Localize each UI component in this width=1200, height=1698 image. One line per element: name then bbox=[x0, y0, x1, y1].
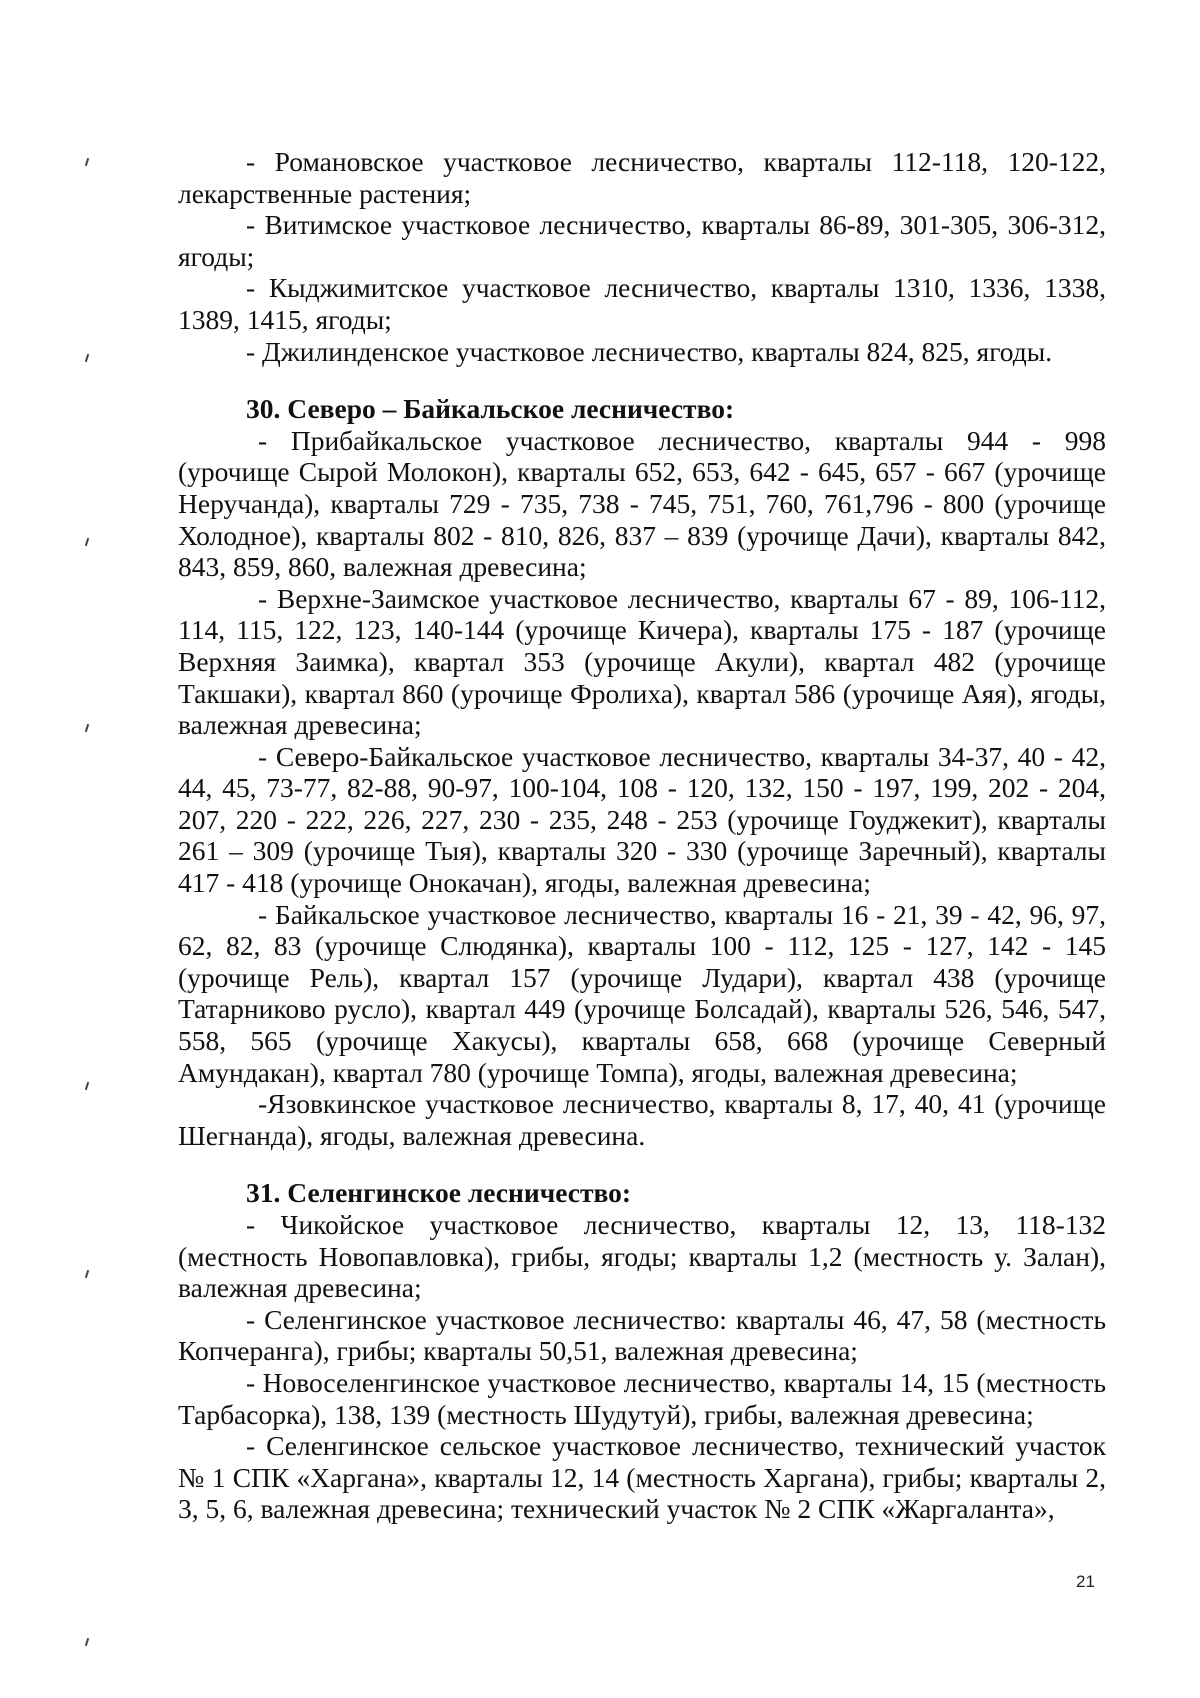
scan-mark bbox=[85, 158, 89, 166]
entry-romanovskoe: - Романовское участковое лесничество, кварталы 112-118, 120-122, лекарственные растения; bbox=[178, 146, 1106, 209]
scan-mark bbox=[85, 354, 89, 362]
spacer bbox=[178, 1151, 1106, 1177]
entry-dzhilindenskoe: - Джилинденское участковое лесничество, кварталы 824, 825, ягоды. bbox=[246, 335, 1053, 367]
entry-vitimskoe: - Витимское участковое лесничество, кварталы 86-89, 301-305, 306-312, ягоды; bbox=[178, 209, 1106, 272]
section-30-heading: 30. Северо – Байкальское лесничество: bbox=[246, 393, 735, 425]
entry-novoselenginskoe: - Новоселенгинское участковое лесничество, кварталы 14, 15 (местность Тарбасорка), 138, 139 (местность Шудутуй), грибы, валежная древесина; bbox=[178, 1366, 1106, 1430]
scan-mark bbox=[85, 538, 89, 546]
scan-mark bbox=[85, 1082, 89, 1090]
scan-mark bbox=[85, 1270, 89, 1278]
entry-severo-baikalskoe: - Северо-Байкальское участковое лесничество, кварталы 34-37, 40 - 42, 44, 45, 73-77, 82-88, 90-97, 100-104, 108 - 120, 132, 150 - 197, 199, 202 - 204, 207, 220 - 222, 226, 227, 230 - 235, 248 - 253 (урочище Гоуджекит), кварталы 261 – 309 (урочище Тыя), кварталы 320 - 330 (урочище Заречный), кварталы 417 - 418 (урочище Онокачан), ягоды, валежная древесина; bbox=[178, 740, 1106, 899]
page-number: 21 bbox=[1076, 1572, 1095, 1591]
entry-pribaikalskoe: - Прибайкальское участковое лесничество, кварталы 944 - 998 (урочище Сырой Молокон), кварталы 652, 653, 642 - 645, 657 - 667 (урочище Неручанда), кварталы 729 - 735, 738 - 745, 751, 760, 761,796 - 800 (урочище Холодное), кварталы 802 - 810, 826, 837 – 839 (урочище Дачи), кварталы 842, 843, 859, 860, валежная древесина; bbox=[178, 424, 1106, 583]
document-page bbox=[178, 146, 1106, 1525]
entry-selenginskoe-selskoe: - Селенгинское сельское участковое лесничество, технический участок № 1 СПК «Харгана», кварталы 12, 14 (местность Харгана), грибы; кварталы 2, 3, 5, 6, валежная древесина; технический участок № 2 СПК «Жаргаланта», bbox=[178, 1430, 1106, 1525]
entry-baikalskoe: - Байкальское участковое лесничество, кварталы 16 - 21, 39 - 42, 96, 97, 62, 82, 83 (урочище Слюдянка), кварталы 100 - 112, 125 - 127, 142 - 145 (урочище Рель), квартал 157 (урочище Лудари), квартал 438 (урочище Татарниково русло), квартал 449 (урочище Болсадай), кварталы 526, 546, 547, 558, 565 (урочище Хакусы), кварталы 658, 668 (урочище Северный Амундакан), квартал 780 (урочище Томпа), ягоды, валежная древесина; bbox=[178, 898, 1106, 1088]
entry-verkhne-zaimskoe: - Верхне-Заимское участковое лесничество, кварталы 67 - 89, 106-112, 114, 115, 122, 123, 140-144 (урочище Кичера), кварталы 175 - 187 (урочище Верхняя Заимка), квартал 353 (урочище Акули), квартал 482 (урочище Такшаки), квартал 860 (урочище Фролиха), квартал 586 (урочище Аяя), ягоды, валежная древесина; bbox=[178, 582, 1106, 741]
spacer bbox=[178, 367, 1106, 393]
scan-mark bbox=[85, 724, 89, 732]
entry-chikoiskoe: - Чикойское участковое лесничество, кварталы 12, 13, 118-132 (местность Новопавловка), грибы, ягоды; кварталы 1,2 (местность у. Залан), валежная древесина; bbox=[178, 1209, 1106, 1304]
section-31-heading: 31. Селенгинское лесничество: bbox=[246, 1177, 632, 1209]
scan-mark bbox=[85, 1638, 89, 1646]
entry-selenginskoe: - Селенгинское участковое лесничество: кварталы 46, 47, 58 (местность Копчеранга), грибы; кварталы 50,51, валежная древесина; bbox=[178, 1303, 1106, 1367]
entry-kydzhimitskoe: - Кыджимитское участковое лесничество, кварталы 1310, 1336, 1338, 1389, 1415, ягоды; bbox=[178, 272, 1106, 335]
entry-yazovkinskoe: -Язовкинское участковое лесничество, кварталы 8, 17, 40, 41 (урочище Шегнанда), ягоды, валежная древесина. bbox=[178, 1088, 1106, 1151]
